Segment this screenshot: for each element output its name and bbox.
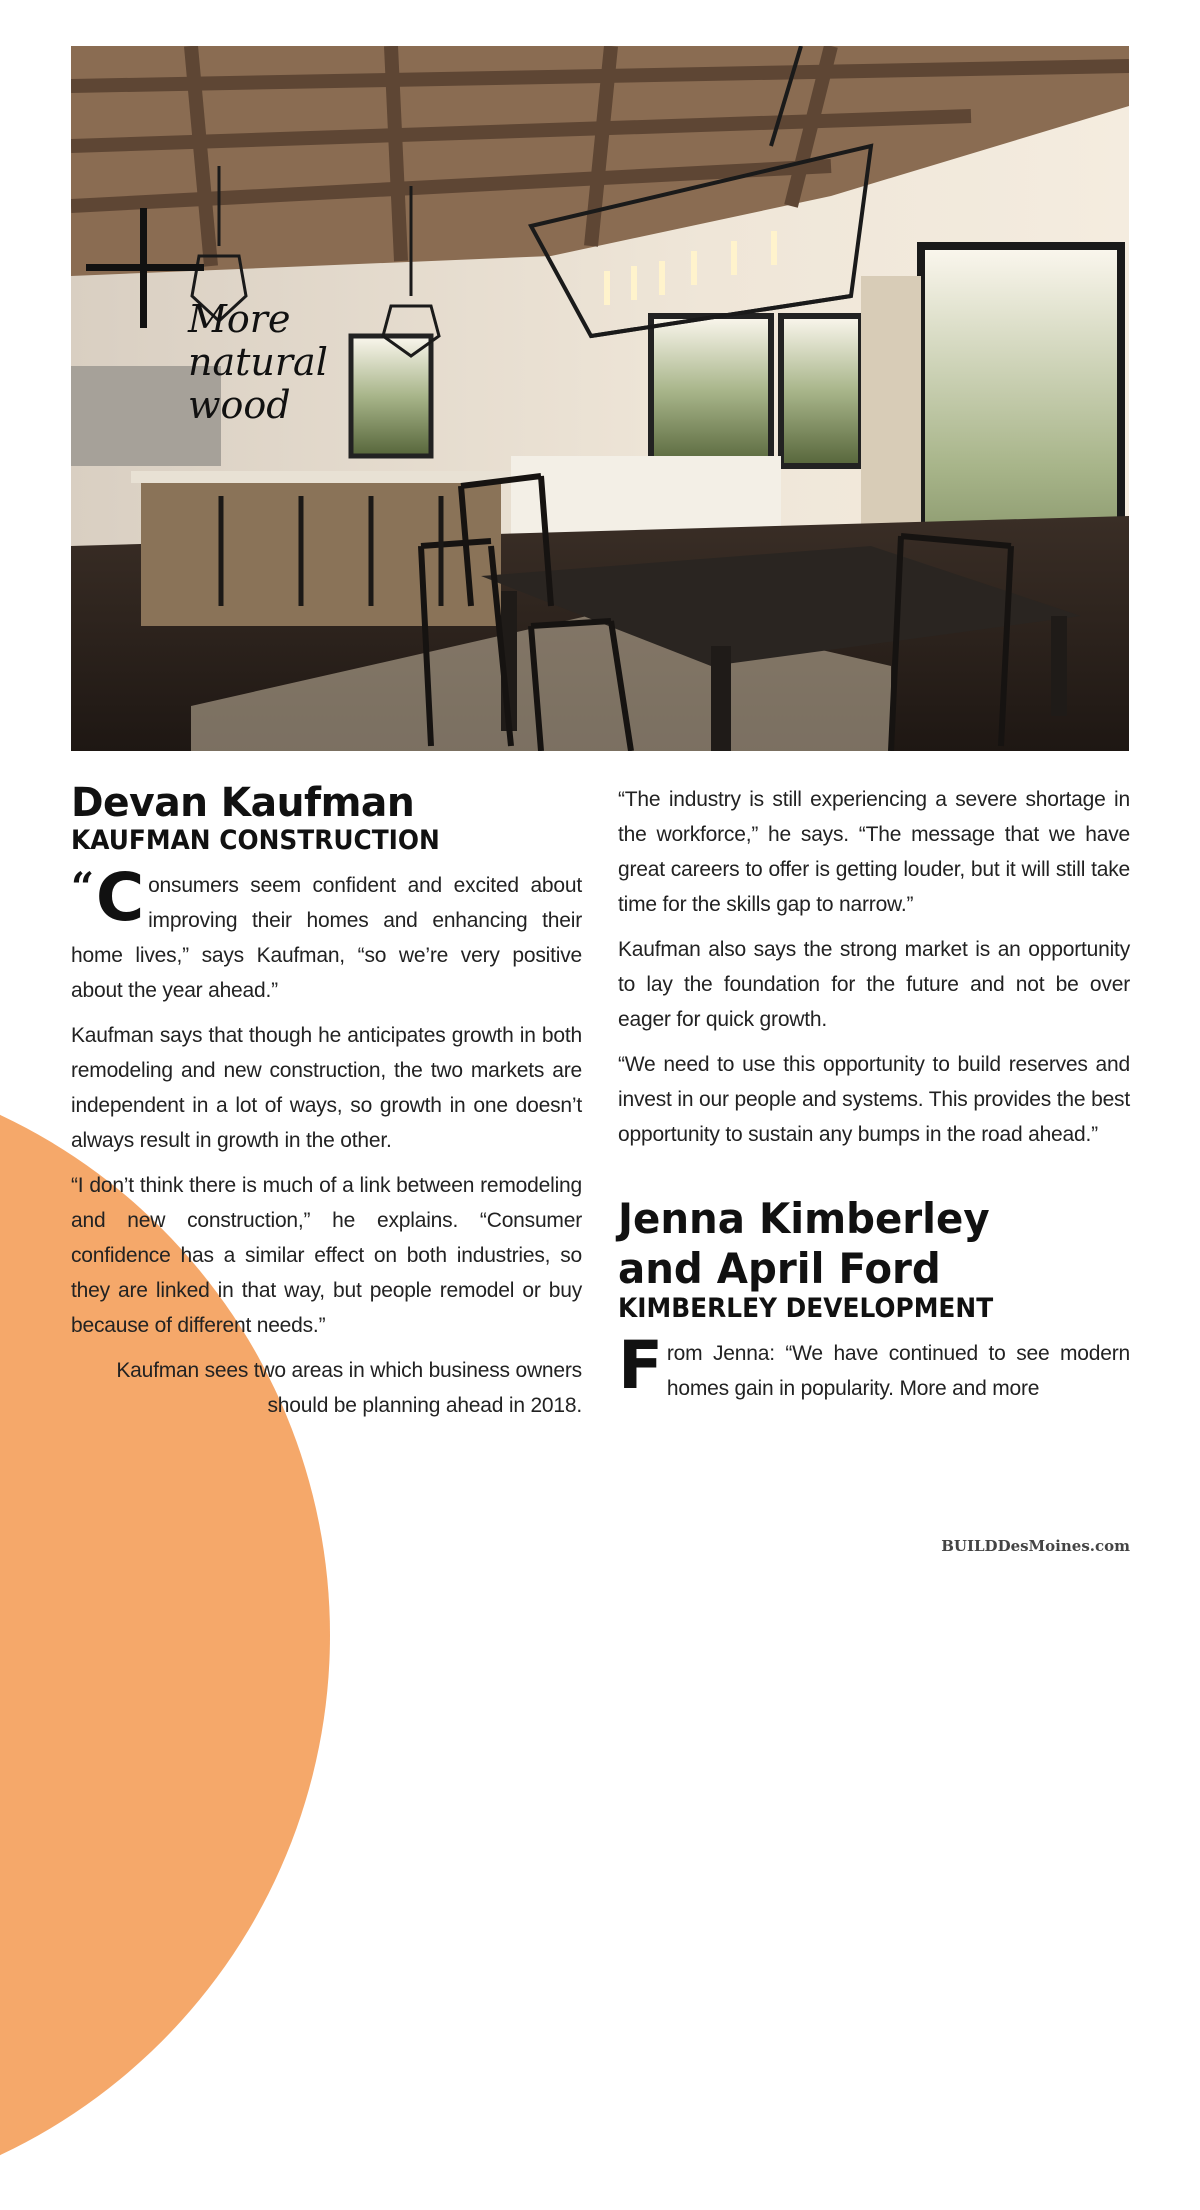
left-column [71,780,582,1433]
article1-quote-mark: “ [71,864,94,911]
article1-paragraph-3: “I don’t think there is much of a link between remodeling and new construction,” he explains. “Consumer confidence has a similar effect on both industries, so they are linked in that way, but people remodel or buy because of different needs.” [71,1174,582,1337]
article2-p1-text: rom Jenna: “We have continued to see modern homes gain in popularity. More and more [666,1342,1130,1400]
article2-dropcap: F [618,1327,663,1404]
article2-company: KIMBERLEY DEVELOPMENT [618,1293,994,1324]
article1-paragraph-1 [71,859,582,1008]
article1-p1-text: onsumers seem confident and excited about improving their homes and enhancing their home lives,” says Kaufman, “so we’re very positive about the year ahead.” [71,874,582,1002]
article1-paragraph-7: “We need to use this opportunity to build reserves and invest in our people and systems. This provides the best opportunity to sustain any bumps in the road ahead.” [618,1053,1130,1146]
right-column [618,782,1130,1416]
article1-paragraph-2: Kaufman says that though he anticipates growth in both remodeling and new construction, the two markets are independent in a lot of ways, so growth in one doesn’t always result in growth in the other. [71,1024,582,1152]
footer-site: BUILDDesMoines.com [941,1537,1130,1555]
article2-paragraph-1 [618,1327,1130,1406]
article1-company: KAUFMAN CONSTRUCTION [71,825,440,856]
photo-caption: More natural wood [188,297,328,427]
article1-name: Devan Kaufman [71,780,415,826]
article1-paragraph-6: Kaufman also says the strong market is an opportunity to lay the foundation for the future and not be over eager for quick growth. [618,938,1130,1031]
article1-dropcap: C [95,859,145,936]
article1-paragraph-4: Kaufman sees two areas in which business owners should be planning ahead in 2018. [116,1359,582,1417]
article2-name: Jenna Kimberley and April Ford [618,1194,990,1293]
article1-paragraph-5: “The industry is still experiencing a severe shortage in the workforce,” he says. “The message that we have great careers to offer is getting louder, but it will still take time for the skills gap to narrow.” [618,788,1130,916]
plus-icon-stem [140,208,147,328]
